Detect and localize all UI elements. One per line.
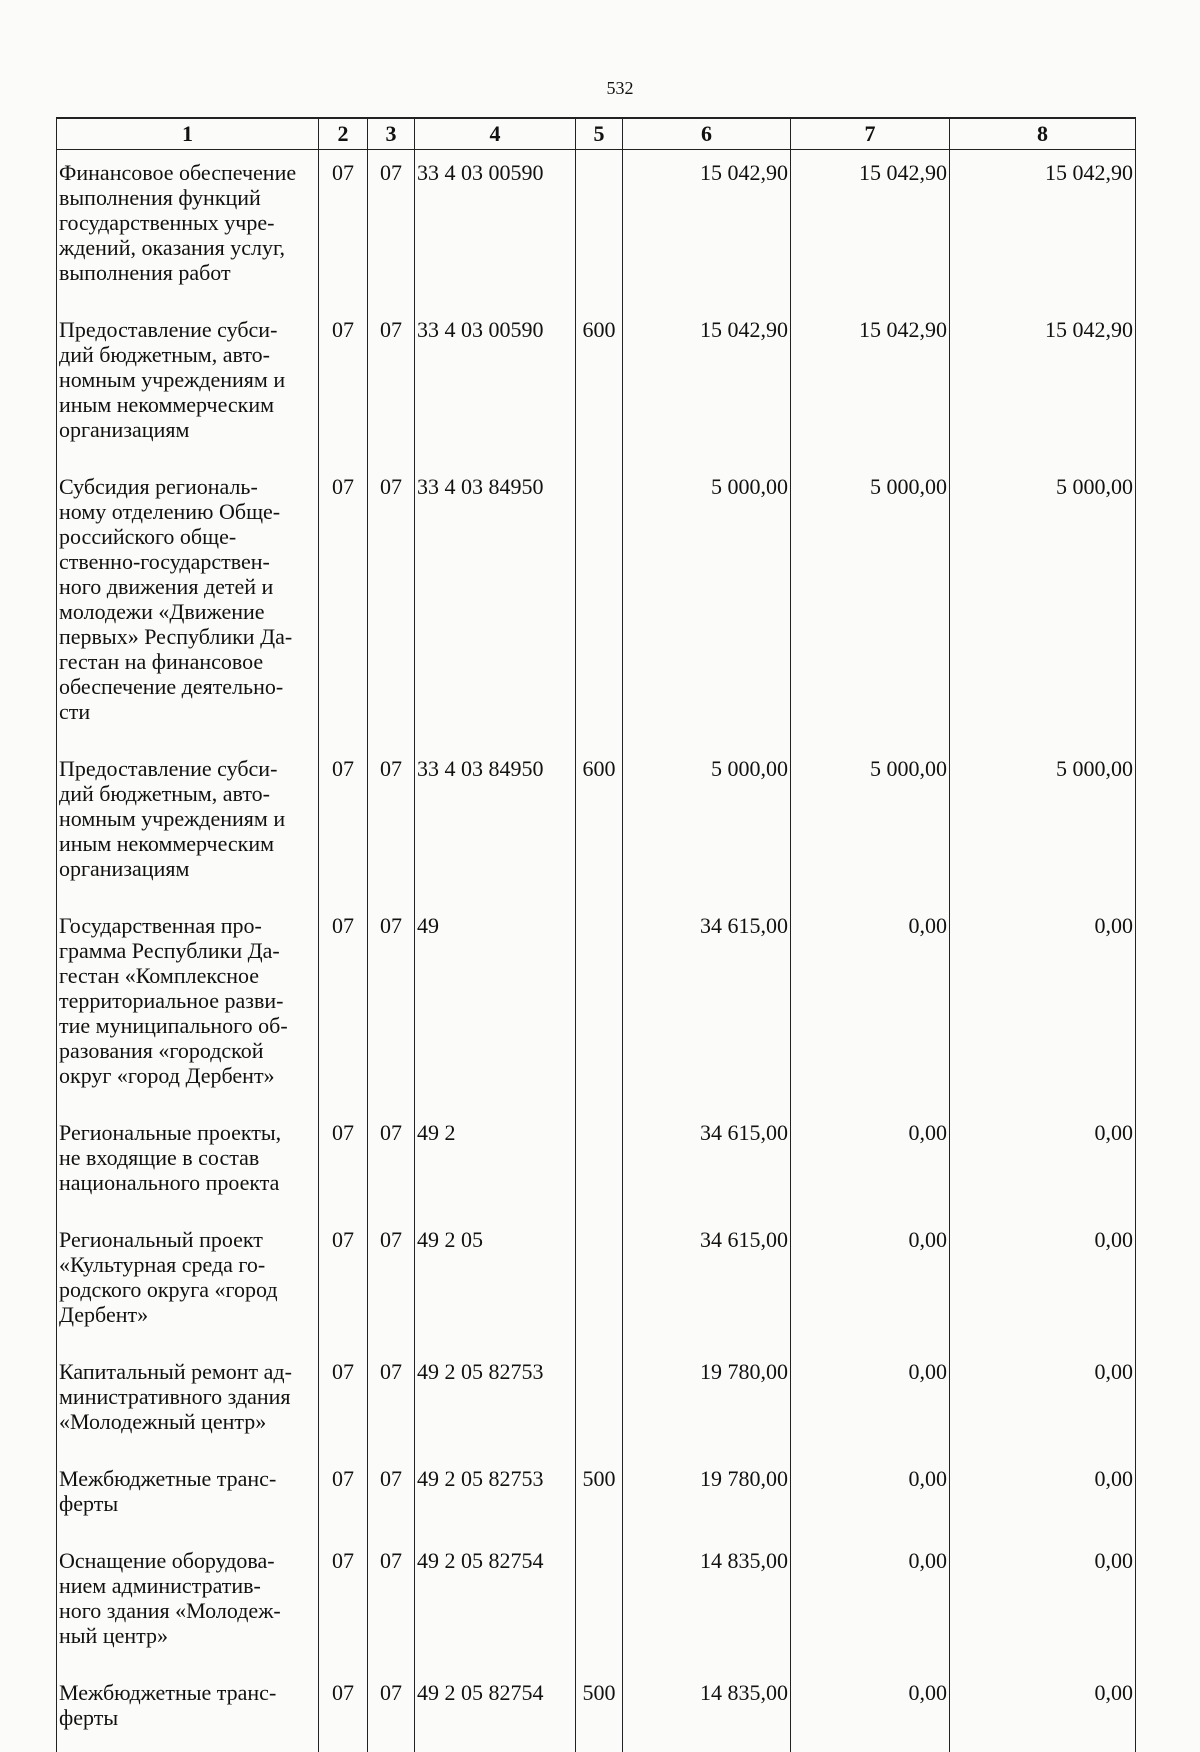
row-amount-8: 0,00 <box>950 1456 1136 1538</box>
row-name: Предоставление субси- дий бюджетным, авто- номным учреждениям и иным некоммерческим организациям <box>57 307 319 464</box>
row-amount-8: 0,00 <box>950 1349 1136 1456</box>
row-name: Региональные проекты, не входящие в состав национального проекта <box>57 1110 319 1217</box>
row-subsection: 07 <box>368 1349 415 1456</box>
row-subsection: 07 <box>368 746 415 903</box>
column-header-2: 2 <box>319 118 368 150</box>
row-amount-6: 15 042,90 <box>623 150 791 308</box>
row-amount-7: 0,00 <box>791 1670 950 1752</box>
table-row <box>57 1349 1136 1456</box>
row-expense-type: 500 <box>576 1670 623 1752</box>
row-amount-8: 0,00 <box>950 1110 1136 1217</box>
row-amount-7: 0,00 <box>791 903 950 1110</box>
row-target-code: 49 2 05 <box>415 1217 576 1349</box>
row-target-code: 33 4 03 00590 <box>415 307 576 464</box>
row-amount-7: 15 042,90 <box>791 150 950 308</box>
column-header-6: 6 <box>623 118 791 150</box>
row-section: 07 <box>319 1217 368 1349</box>
table-row <box>57 464 1136 746</box>
row-name: Финансовое обеспечение выполнения функций государственных учре- ждений, оказания услуг, выполнения работ <box>57 150 319 308</box>
row-name: Государственная про- грамма Республики Да- гестан «Комплексное территориальное разви- тие муниципального об- разования «городской округ «город Дербент» <box>57 903 319 1110</box>
row-expense-type: 500 <box>576 1456 623 1538</box>
row-expense-type <box>576 1110 623 1217</box>
row-amount-7: 0,00 <box>791 1349 950 1456</box>
row-section: 07 <box>319 150 368 308</box>
table-row <box>57 1217 1136 1349</box>
row-amount-8: 5 000,00 <box>950 464 1136 746</box>
row-subsection: 07 <box>368 150 415 308</box>
row-section: 07 <box>319 1456 368 1538</box>
row-section: 07 <box>319 307 368 464</box>
row-amount-6: 19 780,00 <box>623 1456 791 1538</box>
table-row <box>57 307 1136 464</box>
row-name: Предоставление субси- дий бюджетным, авто- номным учреждениям и иным некоммерческим организациям <box>57 746 319 903</box>
row-amount-6: 34 615,00 <box>623 1110 791 1217</box>
row-section: 07 <box>319 1349 368 1456</box>
row-subsection: 07 <box>368 903 415 1110</box>
row-amount-8: 0,00 <box>950 1538 1136 1670</box>
row-amount-6: 5 000,00 <box>623 464 791 746</box>
row-amount-7: 0,00 <box>791 1110 950 1217</box>
row-subsection: 07 <box>368 1456 415 1538</box>
row-name: Межбюджетные транс- ферты <box>57 1670 319 1752</box>
column-header-3: 3 <box>368 118 415 150</box>
column-header-7: 7 <box>791 118 950 150</box>
row-expense-type <box>576 1349 623 1456</box>
row-target-code: 49 2 05 82754 <box>415 1670 576 1752</box>
table-row <box>57 903 1136 1110</box>
table-row <box>57 746 1136 903</box>
row-amount-7: 0,00 <box>791 1538 950 1670</box>
column-header-1: 1 <box>57 118 319 150</box>
row-name: Субсидия региональ- ному отделению Обще- российского обще- ственно-государствен- ного движения детей и молодежи «Движение первых» Республики Да- гестан на финансовое обеспечение деятельно- сти <box>57 464 319 746</box>
row-name: Региональный проект «Культурная среда го- родского округа «город Дербент» <box>57 1217 319 1349</box>
row-expense-type: 600 <box>576 307 623 464</box>
row-target-code: 33 4 03 84950 <box>415 464 576 746</box>
row-amount-6: 14 835,00 <box>623 1670 791 1752</box>
row-target-code: 49 2 05 82753 <box>415 1349 576 1456</box>
row-expense-type <box>576 464 623 746</box>
row-target-code: 33 4 03 84950 <box>415 746 576 903</box>
row-amount-6: 5 000,00 <box>623 746 791 903</box>
table-header-row <box>57 118 1136 150</box>
table-row <box>57 150 1136 308</box>
row-name: Оснащение оборудова- нием административ- ного здания «Молодеж- ный центр» <box>57 1538 319 1670</box>
budget-table <box>56 117 1136 1752</box>
row-expense-type <box>576 150 623 308</box>
row-amount-8: 0,00 <box>950 903 1136 1110</box>
row-expense-type <box>576 903 623 1110</box>
row-subsection: 07 <box>368 1110 415 1217</box>
column-header-5: 5 <box>576 118 623 150</box>
row-subsection: 07 <box>368 1538 415 1670</box>
row-section: 07 <box>319 464 368 746</box>
row-subsection: 07 <box>368 1670 415 1752</box>
row-amount-8: 0,00 <box>950 1670 1136 1752</box>
table-row <box>57 1538 1136 1670</box>
row-amount-7: 0,00 <box>791 1217 950 1349</box>
row-amount-8: 15 042,90 <box>950 307 1136 464</box>
row-target-code: 49 2 05 82754 <box>415 1538 576 1670</box>
row-amount-7: 5 000,00 <box>791 464 950 746</box>
row-section: 07 <box>319 1110 368 1217</box>
row-amount-7: 15 042,90 <box>791 307 950 464</box>
row-section: 07 <box>319 746 368 903</box>
row-amount-6: 19 780,00 <box>623 1349 791 1456</box>
row-name: Межбюджетные транс- ферты <box>57 1456 319 1538</box>
row-subsection: 07 <box>368 307 415 464</box>
row-expense-type: 600 <box>576 746 623 903</box>
row-subsection: 07 <box>368 464 415 746</box>
row-section: 07 <box>319 1538 368 1670</box>
row-amount-7: 5 000,00 <box>791 746 950 903</box>
row-target-code: 49 2 <box>415 1110 576 1217</box>
row-section: 07 <box>319 903 368 1110</box>
row-amount-7: 0,00 <box>791 1456 950 1538</box>
row-target-code: 33 4 03 00590 <box>415 150 576 308</box>
row-target-code: 49 <box>415 903 576 1110</box>
row-amount-8: 0,00 <box>950 1217 1136 1349</box>
table-row <box>57 1456 1136 1538</box>
row-amount-8: 15 042,90 <box>950 150 1136 308</box>
row-amount-6: 14 835,00 <box>623 1538 791 1670</box>
row-amount-6: 34 615,00 <box>623 903 791 1110</box>
column-header-8: 8 <box>950 118 1136 150</box>
column-header-4: 4 <box>415 118 576 150</box>
table-row <box>57 1670 1136 1752</box>
row-amount-6: 34 615,00 <box>623 1217 791 1349</box>
row-amount-6: 15 042,90 <box>623 307 791 464</box>
row-amount-8: 5 000,00 <box>950 746 1136 903</box>
row-section: 07 <box>319 1670 368 1752</box>
table-row <box>57 1110 1136 1217</box>
row-name: Капитальный ремонт ад- министративного здания «Молодежный центр» <box>57 1349 319 1456</box>
page-number: 532 <box>606 78 634 98</box>
row-subsection: 07 <box>368 1217 415 1349</box>
row-target-code: 49 2 05 82753 <box>415 1456 576 1538</box>
row-expense-type <box>576 1217 623 1349</box>
row-expense-type <box>576 1538 623 1670</box>
